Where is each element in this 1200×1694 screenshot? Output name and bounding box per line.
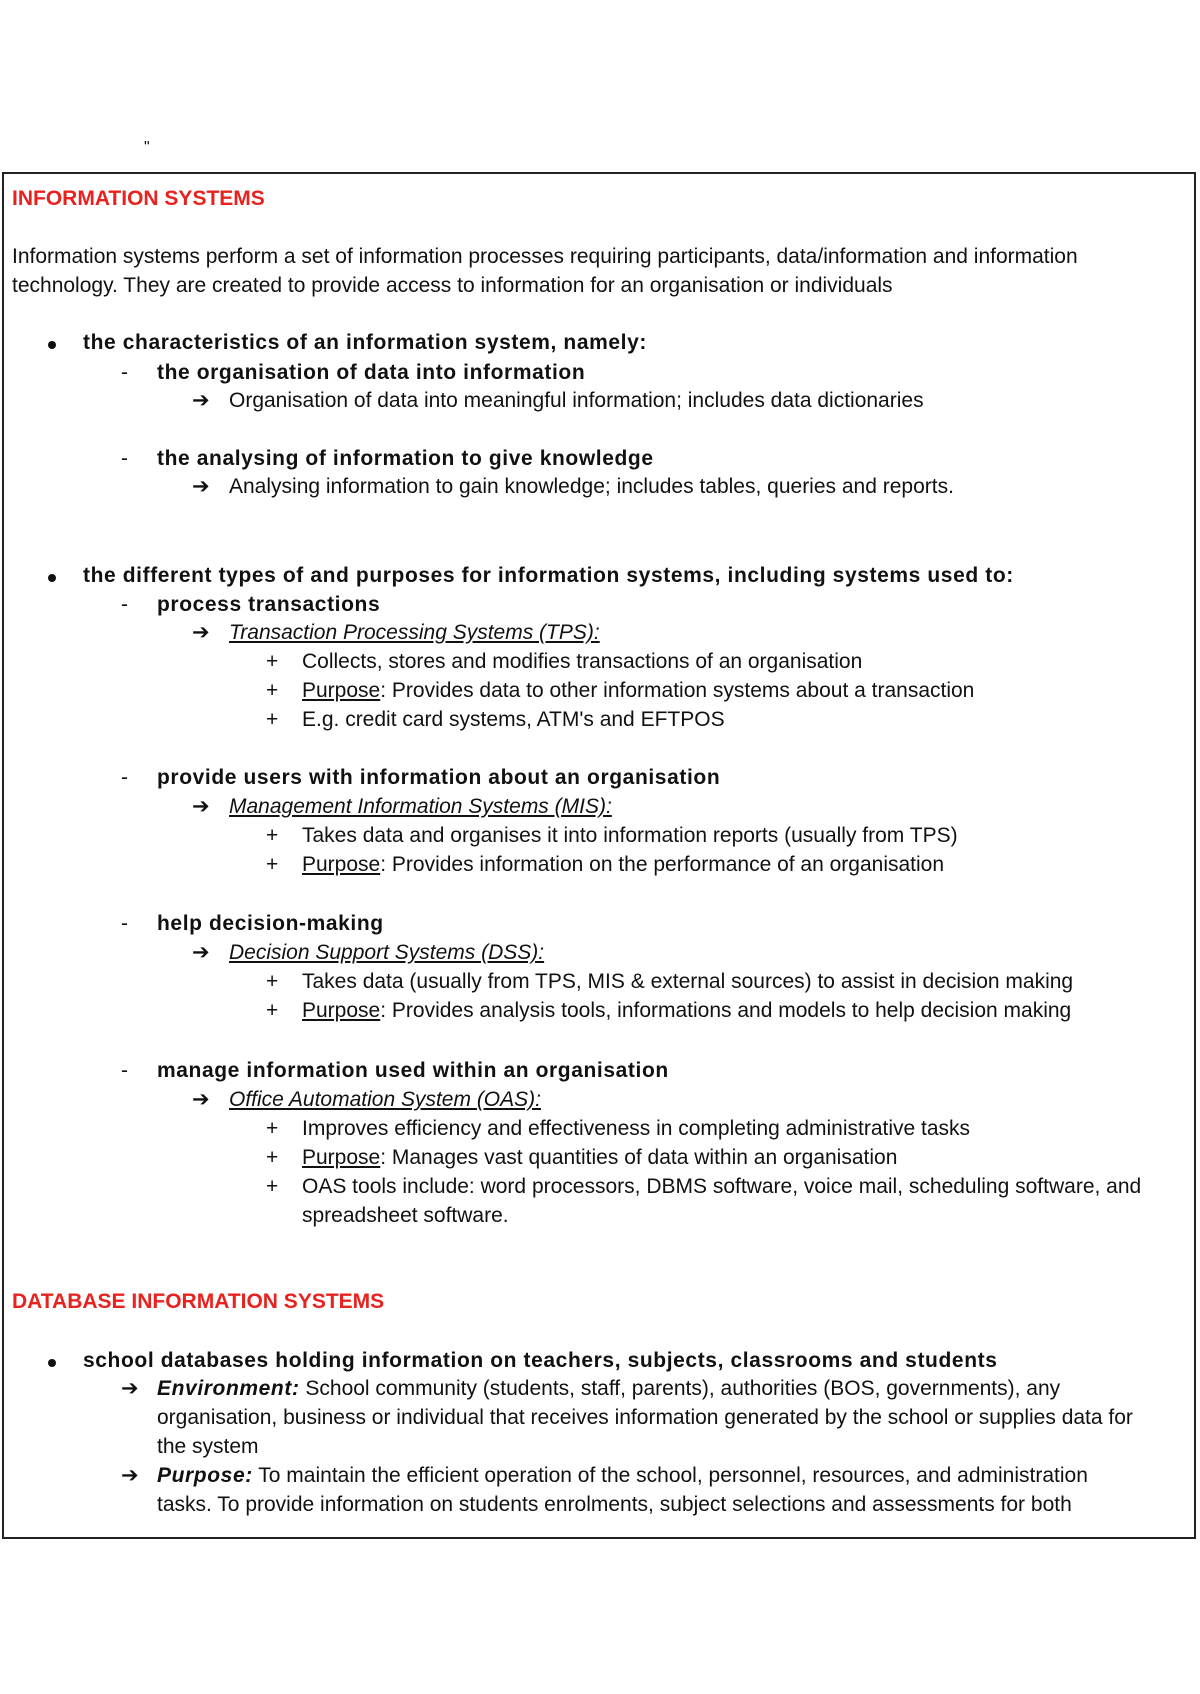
intro-line-1: Information systems perform a set of information processes requiring participants, data/information and information [12,245,1078,268]
type-title-tps [4,590,1184,619]
bullet-text: the different types of and purposes for information systems, including systems used to: [83,564,1014,587]
point-dss-2 [4,996,1184,1025]
arrow-icon: ➔ [192,795,210,818]
environment-line-2: organisation, business or individual that receives information generated by the school or supplies data for [157,1406,1133,1429]
plus-marker: + [266,1146,279,1169]
char-item-text: the analysing of information to give knowledge [157,447,654,470]
bullet-text: the characteristics of an information system, namely: [83,331,647,354]
point-text: Collects, stores and modifies transactions of an organisation [302,650,863,673]
dash-marker: - [121,1059,128,1082]
plus-marker: + [266,824,279,847]
bullet-dot-icon [48,1359,56,1367]
plus-marker: + [266,679,279,702]
point-text: Takes data (usually from TPS, MIS & external sources) to assist in decision making [302,970,1074,993]
bullet-text: school databases holding information on teachers, subjects, classrooms and students [83,1349,998,1372]
bullet-characteristics [4,328,1184,357]
type-title-mis [4,763,1184,792]
type-title-oas [4,1056,1184,1085]
bullet-types [4,561,1184,590]
type-title-text: help decision-making [157,912,384,935]
bullet-school-databases [4,1346,1184,1375]
point-text: : Provides data to other information systems about a transaction [380,679,975,702]
point-mis-2 [4,850,1184,879]
purpose-line-1 [4,1461,1184,1490]
system-name: Transaction Processing Systems (TPS): [229,621,600,644]
point-text: : Manages vast quantities of data within an organisation [380,1146,898,1169]
point-text: : Provides analysis tools, informations and models to help decision making [380,999,1072,1022]
system-oas [4,1085,1184,1114]
bullet-dot-icon [48,341,56,349]
point-text: : Provides information on the performance of an organisation [380,853,945,876]
arrow-icon: ➔ [121,1377,139,1400]
system-name: Office Automation System (OAS): [229,1088,541,1111]
char-desc-text: Analysing information to gain knowledge; includes tables, queries and reports. [229,475,954,498]
stray-mark: " [144,139,150,156]
char-item-1-desc [4,386,1184,415]
system-mis [4,792,1184,821]
plus-marker: + [266,650,279,673]
intro-line-2: technology. They are created to provide access to information for an organisation or individuals [12,274,893,297]
purpose-text: To maintain the efficient operation of the school, personnel, resources, and administration [252,1464,1088,1487]
point-text: OAS tools include: word processors, DBMS software, voice mail, scheduling software, and [302,1175,1142,1198]
char-item-text: the organisation of data into information [157,361,586,384]
system-name: Management Information Systems (MIS): [229,795,612,818]
point-text: Takes data and organises it into information reports (usually from TPS) [302,824,958,847]
system-tps [4,618,1184,647]
environment-text: School community (students, staff, parents), authorities (BOS, governments), any [299,1377,1061,1400]
point-dss-1 [4,967,1184,996]
plus-marker: + [266,708,279,731]
environment-line-3: the system [157,1435,259,1458]
point-oas-2 [4,1143,1184,1172]
arrow-icon: ➔ [192,941,210,964]
type-title-text: manage information used within an organisation [157,1059,669,1082]
environment-line-1 [4,1374,1184,1403]
section-heading-information-systems: INFORMATION SYSTEMS [12,187,265,210]
char-item-2-desc [4,472,1184,501]
dash-marker: - [121,593,128,616]
plus-marker: + [266,1117,279,1140]
purpose-label: Purpose: [157,1464,253,1487]
point-label: Purpose [302,679,381,702]
point-oas-1 [4,1114,1184,1143]
arrow-icon: ➔ [192,1088,210,1111]
arrow-icon: ➔ [192,621,210,644]
char-desc-text: Organisation of data into meaningful information; includes data dictionaries [229,389,924,412]
system-dss [4,938,1184,967]
arrow-icon: ➔ [192,475,210,498]
point-mis-1 [4,821,1184,850]
char-item-2-title [4,444,1184,473]
system-name: Decision Support Systems (DSS): [229,941,545,964]
plus-marker: + [266,970,279,993]
point-text: Improves efficiency and effectiveness in completing administrative tasks [302,1117,971,1140]
bullet-dot-icon [48,574,56,582]
arrow-icon: ➔ [192,389,210,412]
arrow-icon: ➔ [121,1464,139,1487]
type-title-text: process transactions [157,593,381,616]
point-tps-3 [4,705,1184,734]
section-heading-database-information-systems: DATABASE INFORMATION SYSTEMS [12,1290,385,1313]
point-tps-1 [4,647,1184,676]
dash-marker: - [121,912,128,935]
dash-marker: - [121,766,128,789]
point-label: Purpose [302,853,381,876]
type-title-dss [4,909,1184,938]
point-oas-3-continuation: spreadsheet software. [302,1204,509,1227]
point-label: Purpose [302,1146,381,1169]
dash-marker: - [121,447,128,470]
point-tps-2 [4,676,1184,705]
char-item-1-title [4,358,1184,387]
plus-marker: + [266,853,279,876]
plus-marker: + [266,999,279,1022]
type-title-text: provide users with information about an organisation [157,766,721,789]
point-oas-3 [4,1172,1184,1201]
point-text: E.g. credit card systems, ATM's and EFTPOS [302,708,725,731]
point-label: Purpose [302,999,381,1022]
document-frame [2,172,1196,1539]
dash-marker: - [121,361,128,384]
purpose-line-2: tasks. To provide information on students enrolments, subject selections and assessments for both [157,1493,1072,1516]
plus-marker: + [266,1175,279,1198]
environment-label: Environment: [157,1377,300,1400]
